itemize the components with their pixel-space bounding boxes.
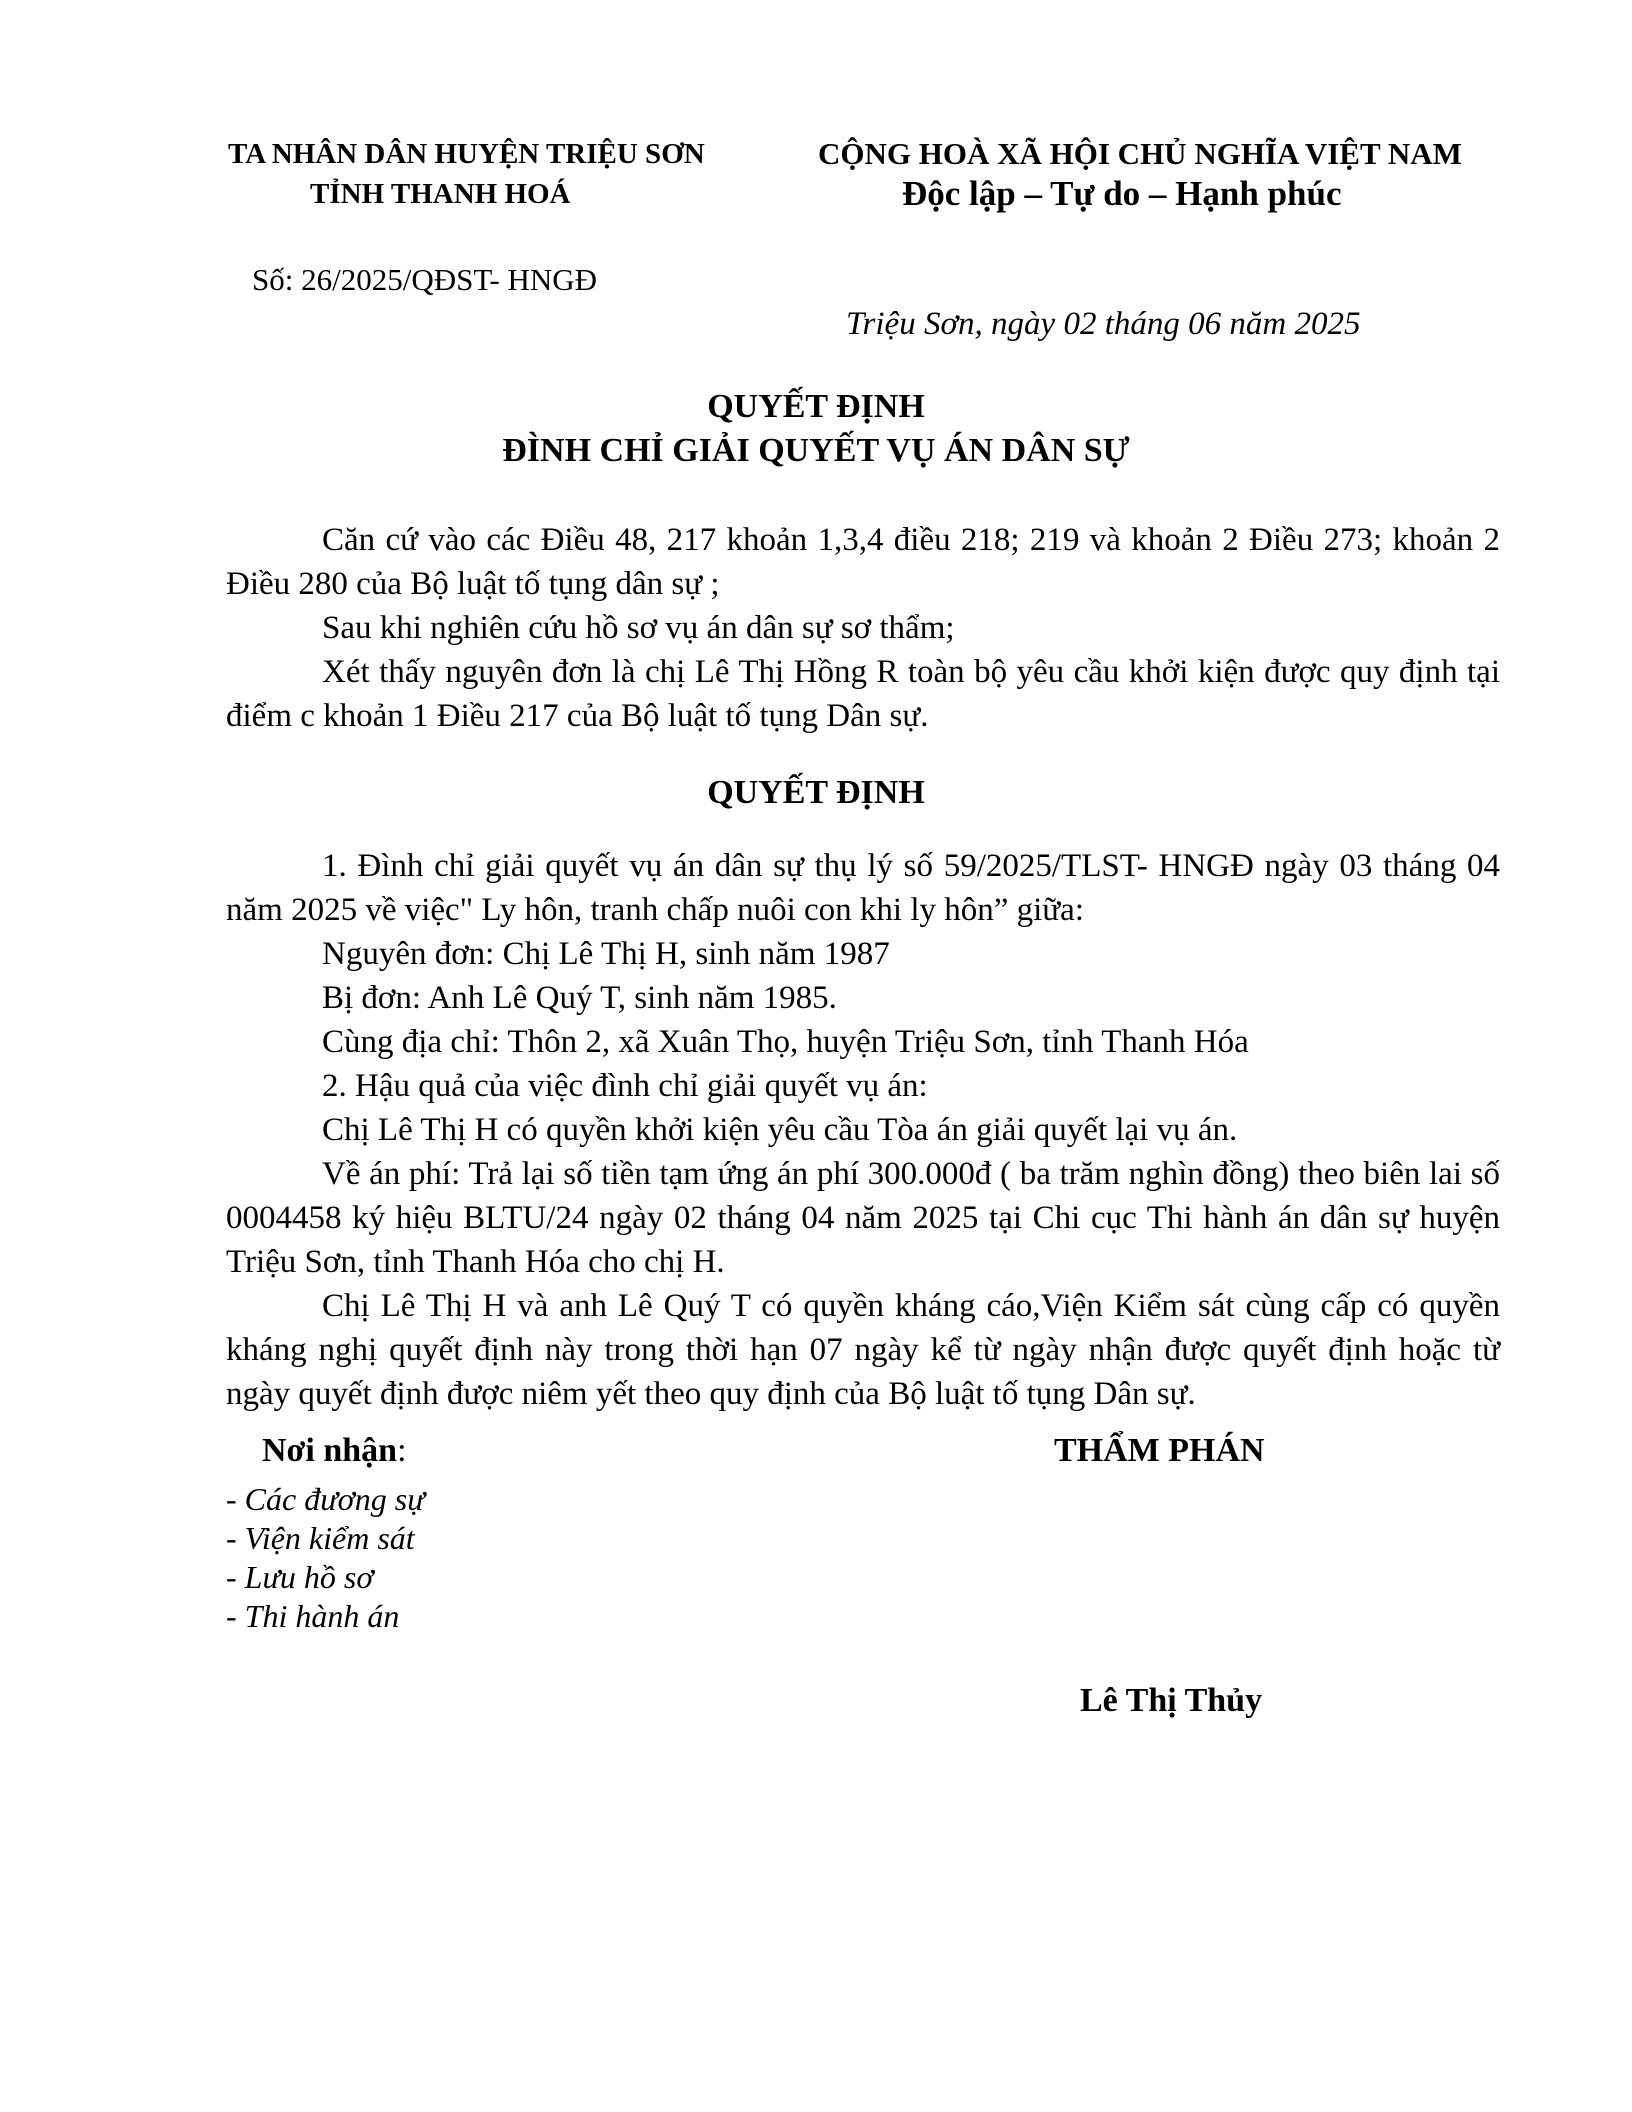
document-subtitle: ĐÌNH CHỈ GIẢI QUYẾT VỤ ÁN DÂN SỰ — [502, 432, 1130, 469]
court-province: TỈNH THANH HOÁ — [310, 178, 571, 210]
legal-basis-section — [226, 518, 1500, 738]
judge-title: THẨM PHÁN — [1054, 1432, 1265, 1469]
decision-section — [226, 844, 1500, 1416]
document-number: Số: 26/2025/QĐST- HNGĐ — [252, 262, 598, 297]
basis-paragraph: Xét thấy nguyên đơn là chị Lê Thị Hồng R toàn bộ yêu cầu khởi kiện được quy định tại điểm c khoản 1 Điều 217 của Bộ luật tố tụng Dân sự. — [226, 654, 1500, 734]
recipients-heading — [262, 1432, 407, 1470]
judge-name: Lê Thị Thủy — [1080, 1682, 1263, 1719]
recipients-list — [226, 1480, 425, 1636]
decision-paragraph: 2. Hậu quả của việc đình chỉ giải quyết vụ án: — [322, 1068, 928, 1104]
decision-paragraph: Về án phí: Trả lại số tiền tạm ứng án phí 300.000đ ( ba trăm nghìn đồng) theo biên lai số 0004458 ký hiệu BLTU/24 ngày 02 tháng 04 năm 2025 tại Chi cục Thi hành án dân sự huyện Triệu Sơn, tỉnh Thanh Hóa cho chị H. — [226, 1156, 1500, 1280]
national-title: CỘNG HOÀ XÃ HỘI CHỦ NGHĨA VIỆT NAM — [818, 136, 1462, 171]
recipient-item: - Thi hành án — [226, 1598, 400, 1634]
recipient-item: - Lưu hồ sơ — [226, 1559, 374, 1595]
national-motto: Độc lập – Tự do – Hạnh phúc — [902, 174, 1342, 213]
recipient-item: - Viện kiểm sát — [226, 1520, 415, 1556]
decision-paragraph: 1. Đình chỉ giải quyết vụ án dân sự thụ lý số 59/2025/TLST- HNGĐ ngày 03 tháng 04 năm 2025 về việc" Ly hôn, tranh chấp nuôi con khi ly hôn” giữa: — [226, 848, 1500, 928]
basis-paragraph: Sau khi nghiên cứu hồ sơ vụ án dân sự sơ thẩm; — [322, 610, 955, 646]
decision-paragraph: Bị đơn: Anh Lê Quý T, sinh năm 1985. — [322, 980, 837, 1016]
document-title: QUYẾT ĐỊNH — [707, 388, 925, 425]
decision-paragraph: Chị Lê Thị H có quyền khởi kiện yêu cầu Tòa án giải quyết lại vụ án. — [322, 1112, 1238, 1148]
decision-heading: QUYẾT ĐỊNH — [707, 774, 925, 811]
recipients-heading-colon: : — [397, 1432, 407, 1469]
decision-paragraph: Cùng địa chỉ: Thôn 2, xã Xuân Thọ, huyện Triệu Sơn, tỉnh Thanh Hóa — [322, 1024, 1249, 1060]
decision-paragraph: Chị Lê Thị H và anh Lê Quý T có quyền kháng cáo,Viện Kiểm sát cùng cấp có quyền kháng nghị quyết định này trong thời hạn 07 ngày kể từ ngày nhận được quyết định hoặc từ ngày quyết định được niêm yết theo quy định của Bộ luật tố tụng Dân sự. — [226, 1288, 1500, 1412]
decision-paragraph: Nguyên đơn: Chị Lê Thị H, sinh năm 1987 — [322, 936, 890, 972]
place-and-date: Triệu Sơn, ngày 02 tháng 06 năm 2025 — [846, 306, 1361, 342]
basis-paragraph: Căn cứ vào các Điều 48, 217 khoản 1,3,4 điều 218; 219 và khoản 2 Điều 273; khoản 2 Điều 280 của Bộ luật tố tụng dân sự ; — [226, 522, 1500, 602]
recipients-heading-label: Nơi nhận — [262, 1432, 398, 1469]
court-name: TA NHÂN DÂN HUYỆN TRIỆU SƠN — [228, 138, 705, 170]
recipient-item: - Các đương sự — [226, 1481, 425, 1517]
